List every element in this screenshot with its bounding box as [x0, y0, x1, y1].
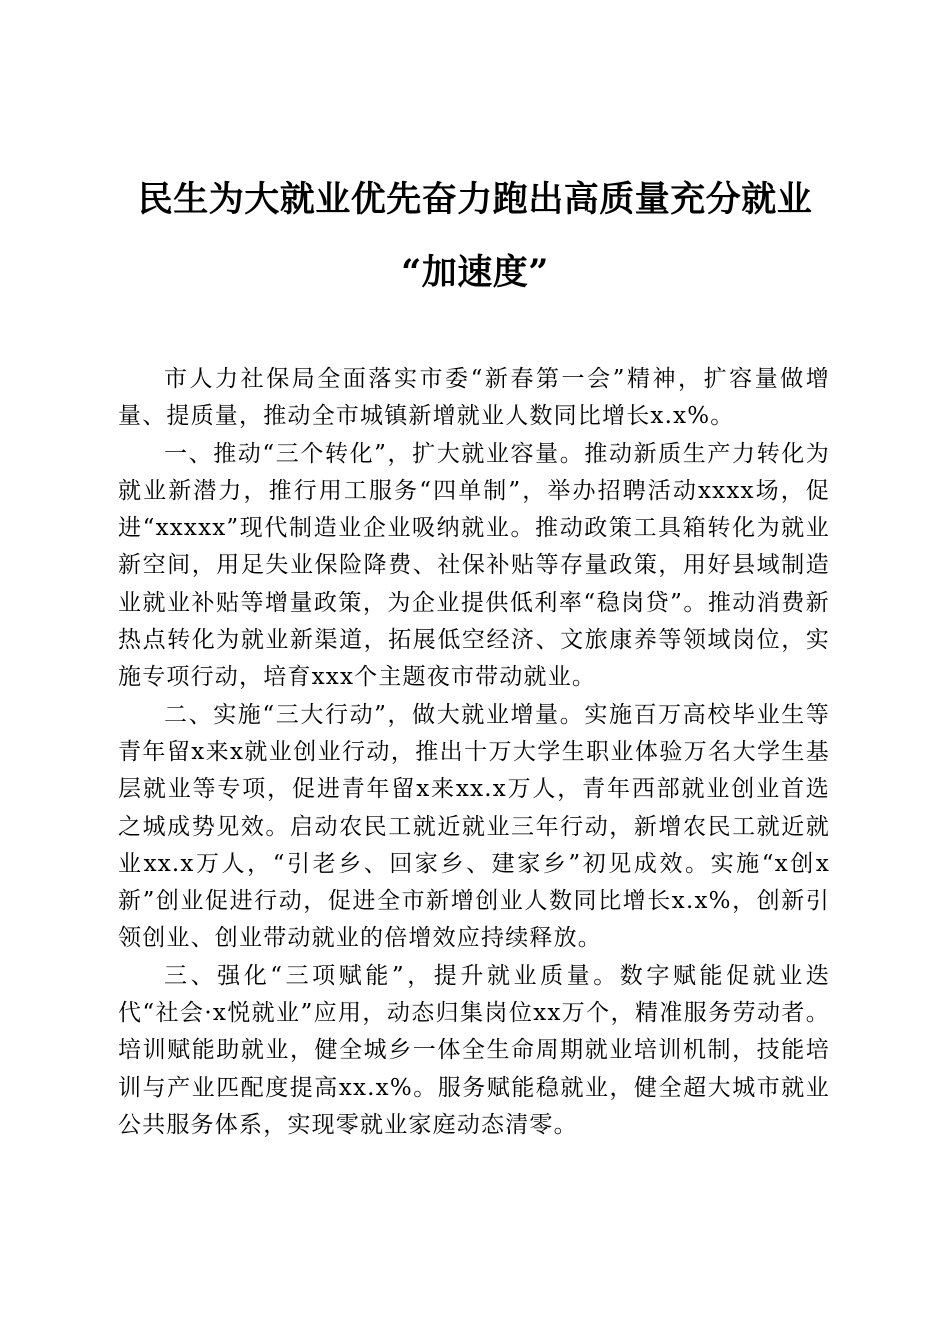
document-title-line-1: 民生为大就业优先奋力跑出高质量充分就业 [137, 179, 813, 220]
section-three-paragraph: 三、强化“三项赋能”，提升就业质量。数字赋能促就业迭代“社会·x悦就业”应用，动态归集岗位xx万个，精准服务劳动者。培训赋能助就业，健全城乡一体全生命周期就业培训机制，技能培训与产业匹配度提高xx.x%。服务赋能稳就业，健全超大城市就业公共服务体系，实现零就业家庭动态清零。 [118, 962, 830, 1138]
section-two-paragraph: 二、实施“三大行动”，做大就业增量。实施百万高校毕业生等青年留x来x就业创业行动，推出十万大学生职业体验万名大学生基层就业等专项，促进青年留x来xx.x万人，青年西部就业创业首选之城成势见效。启动农民工就近就业三年行动，新增农民工就近就业xx.x万人，“引老乡、回家乡、建家乡”初见成效。实施“x创x新”创业促进行动，促进全市新增创业人数同比增长x.x%，创新引领创业、创业带动就业的倍增效应持续释放。 [118, 701, 830, 952]
document-body [118, 361, 830, 1144]
document-title-line-2: “加速度” [401, 252, 549, 293]
section-one-paragraph: 一、推动“三个转化”，扩大就业容量。推动新质生产力转化为就业新潜力，推行用工服务“四单制”，举办招聘活动xxxx场，促进“xxxxx”现代制造业企业吸纳就业。推动政策工具箱转化为就业新空间，用足失业保险降费、社保补贴等存量政策，用好县域制造业就业补贴等增量政策，为企业提供低利率“稳岗贷”。推动消费新热点转化为就业新渠道，拓展低空经济、文旅康养等领域岗位，实施专项行动，培育xxx个主题夜市带动就业。 [118, 440, 830, 691]
intro-paragraph: 市人力社保局全面落实市委“新春第一会”精神，扩容量做增量、提质量，推动全市城镇新增就业人数同比增长x.x%。 [118, 366, 830, 430]
